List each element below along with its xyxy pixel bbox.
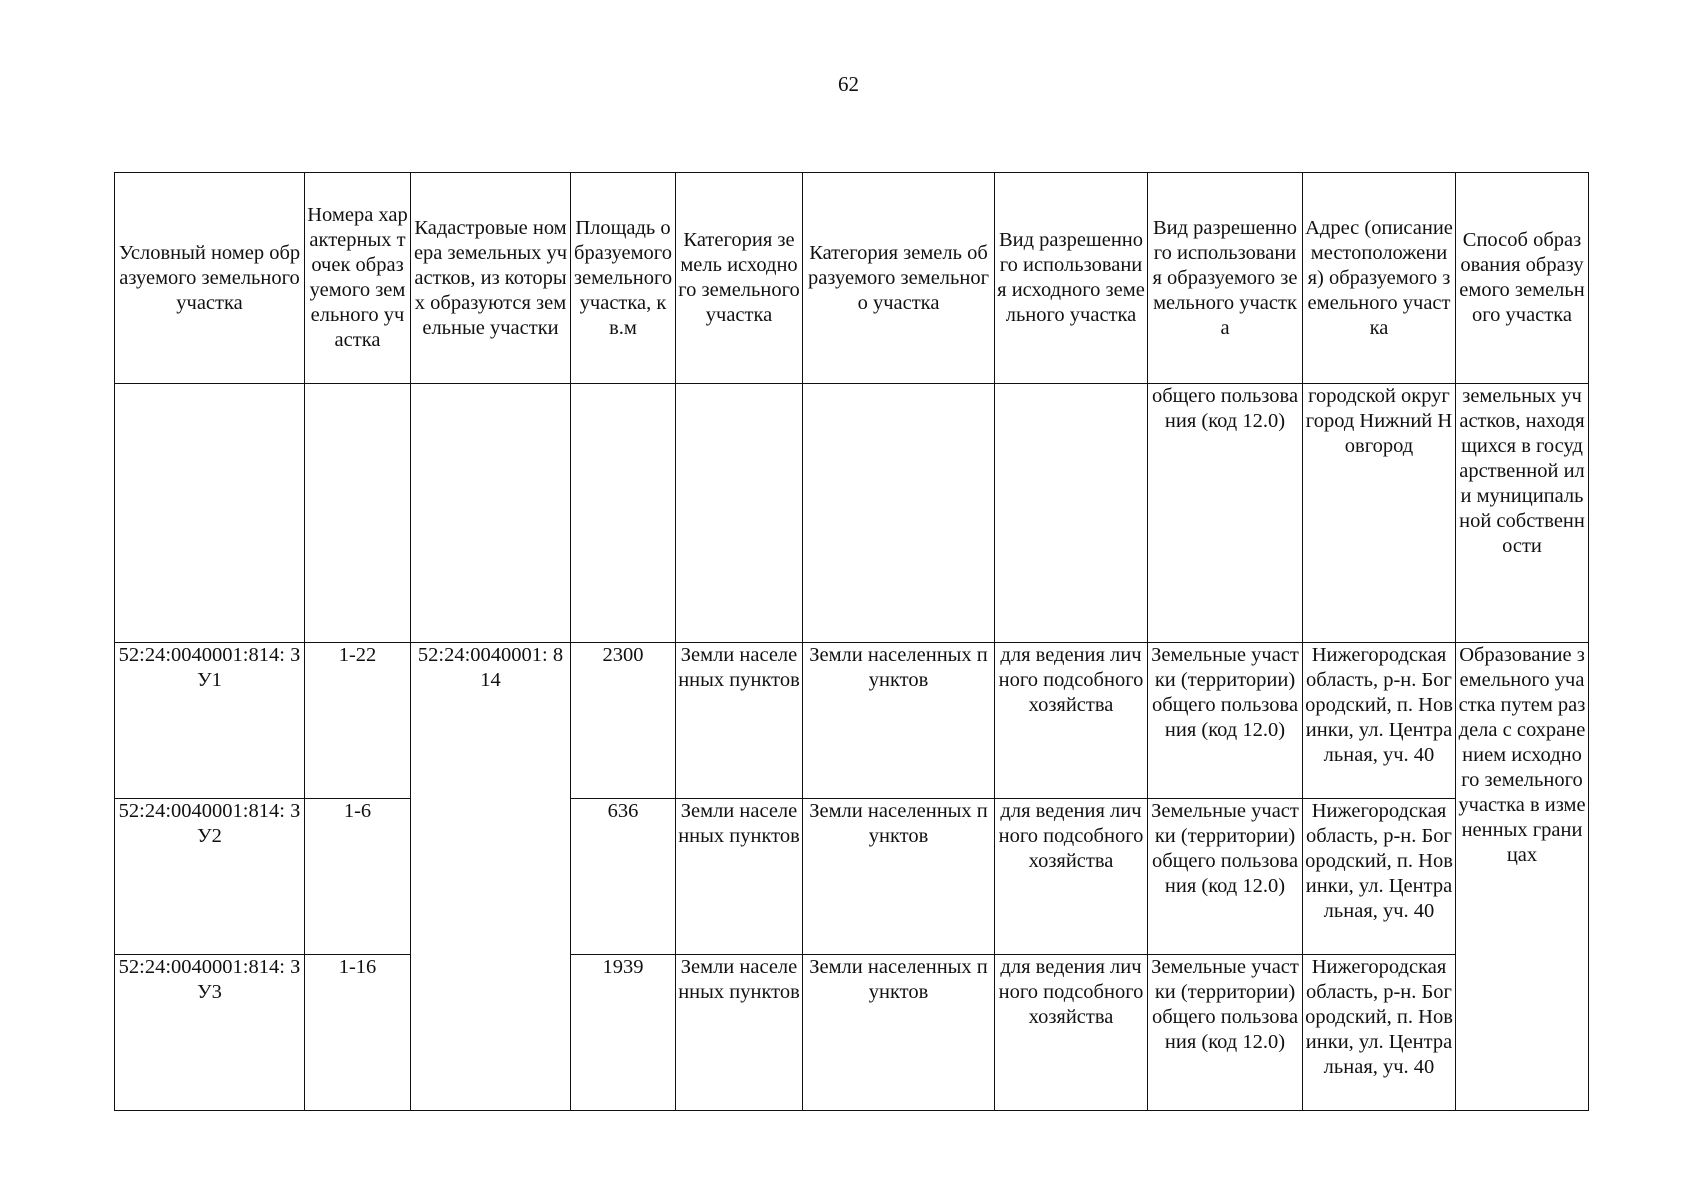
table-cell: Земли населенных пунктов (803, 955, 995, 1111)
table-cell: Нижегородская область, р-н. Богородский, п. Новинки, ул. Центральная, уч. 40 (1303, 799, 1456, 955)
header-use-new: Вид разрешенного использования образуемого земельного участка (1148, 173, 1303, 384)
table-cell (995, 384, 1148, 643)
table-cell (115, 384, 305, 643)
page-number: 62 (838, 72, 859, 96)
table-cell: для ведения личного подсобного хозяйства (995, 955, 1148, 1111)
header-area: Площадь образуемого земельного участка, кв.м (571, 173, 676, 384)
table-cell: 52:24:0040001: 814 (411, 643, 571, 1111)
table-cell: земельных участков, находящихся в государственной или муниципальной собственности (1456, 384, 1589, 643)
table-cell: Нижегородская область, р-н. Богородский, п. Новинки, ул. Центральная, уч. 40 (1303, 955, 1456, 1111)
table-cell: городской округ город Нижний Новгород (1303, 384, 1456, 643)
table-cell: 2300 (571, 643, 676, 799)
table-cell (305, 384, 411, 643)
table-cell: 1939 (571, 955, 676, 1111)
table-cell: 1-6 (305, 799, 411, 955)
table-row (115, 955, 1589, 1111)
header-formation-method: Способ образования образуемого земельного участка (1456, 173, 1589, 384)
table-cell: 1-22 (305, 643, 411, 799)
header-category-new: Категория земель образуемого земельного участка (803, 173, 995, 384)
header-row (115, 173, 1589, 384)
header-points: Номера характерных точек образуемого земельного участка (305, 173, 411, 384)
table-cell (411, 384, 571, 643)
table-cell: Земельные участки (территории) общего пользования (код 12.0) (1148, 799, 1303, 955)
continuation-row (115, 384, 1589, 643)
table-cell: Земли населенных пунктов (676, 643, 803, 799)
table-cell: общего пользования (код 12.0) (1148, 384, 1303, 643)
table-cell: Образование земельного участка путем раздела с сохранением исходного земельного участка в измененных границах (1456, 643, 1589, 1111)
header-address: Адрес (описание местоположения) образуемого земельного участка (1303, 173, 1456, 384)
table-cell: Земли населенных пунктов (803, 799, 995, 955)
table-cell: Земли населенных пунктов (676, 955, 803, 1111)
table-cell: 1-16 (305, 955, 411, 1111)
table-cell: 636 (571, 799, 676, 955)
table-cell (803, 384, 995, 643)
table-row (115, 799, 1589, 955)
table-cell (571, 384, 676, 643)
table-cell: Земельные участки (территории) общего пользования (код 12.0) (1148, 955, 1303, 1111)
table-cell: для ведения личного подсобного хозяйства (995, 799, 1148, 955)
table-cell: для ведения личного подсобного хозяйства (995, 643, 1148, 799)
header-category-source: Категория земель исходного земельного участка (676, 173, 803, 384)
header-number: Условный номер образуемого земельного участка (115, 173, 305, 384)
table-cell: Земельные участки (территории) общего пользования (код 12.0) (1148, 643, 1303, 799)
table-cell: 52:24:0040001:814: ЗУ3 (115, 955, 305, 1111)
table-cell: Земли населенных пунктов (676, 799, 803, 955)
table-cell: 52:24:0040001:814: ЗУ1 (115, 643, 305, 799)
table-cell: Нижегородская область, р-н. Богородский, п. Новинки, ул. Центральная, уч. 40 (1303, 643, 1456, 799)
table-row (115, 643, 1589, 799)
header-use-source: Вид разрешенного использования исходного земельного участка (995, 173, 1148, 384)
cadastral-table (114, 172, 1589, 1111)
table-cell (676, 384, 803, 643)
table-cell: 52:24:0040001:814: ЗУ2 (115, 799, 305, 955)
header-cadastral: Кадастровые номера земельных участков, из которых образуются земельные участки (411, 173, 571, 384)
table-cell: Земли населенных пунктов (803, 643, 995, 799)
